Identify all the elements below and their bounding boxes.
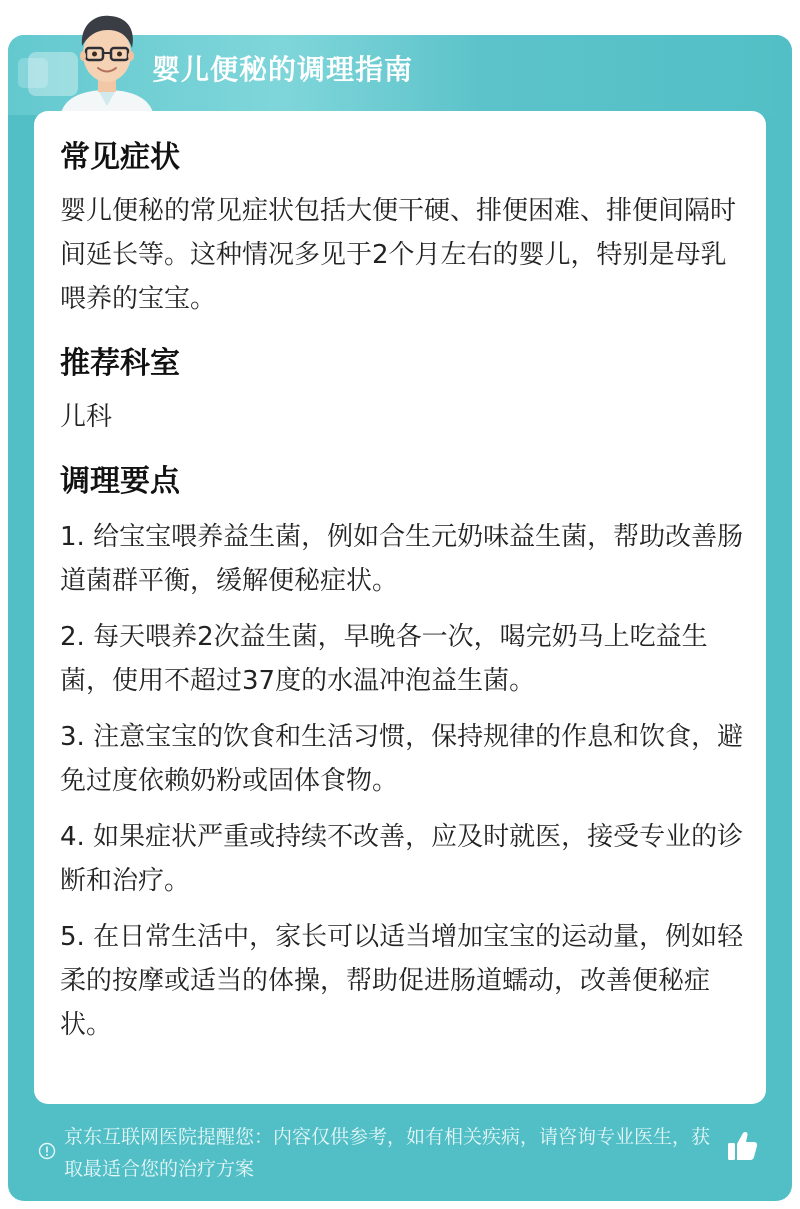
symptoms-heading: 常见症状 [60, 140, 180, 175]
content-body [60, 133, 750, 1059]
tip-item: 5. 在日常生活中，家长可以适当增加宝宝的运动量，例如轻柔的按摩或适当的体操，帮助促进肠道蠕动，改善便秘症状。 [60, 922, 744, 1040]
department-heading: 推荐科室 [60, 346, 180, 381]
page-title: 婴儿便秘的调理指南 [152, 53, 414, 86]
tip-item: 1. 给宝宝喂养益生菌，例如合生元奶味益生菌，帮助改善肠道菌群平衡，缓解便秘症状。 [60, 522, 744, 596]
tip-item: 3. 注意宝宝的饮食和生活习惯，保持规律的作息和饮食，避免过度依赖奶粉或固体食物。 [60, 722, 744, 796]
symptoms-text: 婴儿便秘的常见症状包括大便干硬、排便困难、排便间隔时间延长等。这种情况多见于2个月左右的婴儿，特别是母乳喂养的宝宝。 [60, 196, 737, 314]
doctor-avatar [52, 6, 162, 118]
content-card [34, 111, 766, 1104]
department-text: 儿科 [60, 402, 113, 432]
tip-item: 2. 每天喂养2次益生菌，早晚各一次，喝完奶马上吃益生菌，使用不超过37度的水温冲泡益生菌。 [60, 622, 708, 696]
thumbs-up-icon[interactable] [724, 1128, 760, 1164]
tips-heading: 调理要点 [60, 464, 180, 499]
tip-item: 4. 如果症状严重或持续不改善，应及时就医，接受专业的诊断和治疗。 [60, 822, 744, 896]
disclaimer-text: 京东互联网医院提醒您：内容仅供参考，如有相关疾病，请咨询专业医生，获取最适合您的治疗方案 [64, 1126, 711, 1180]
